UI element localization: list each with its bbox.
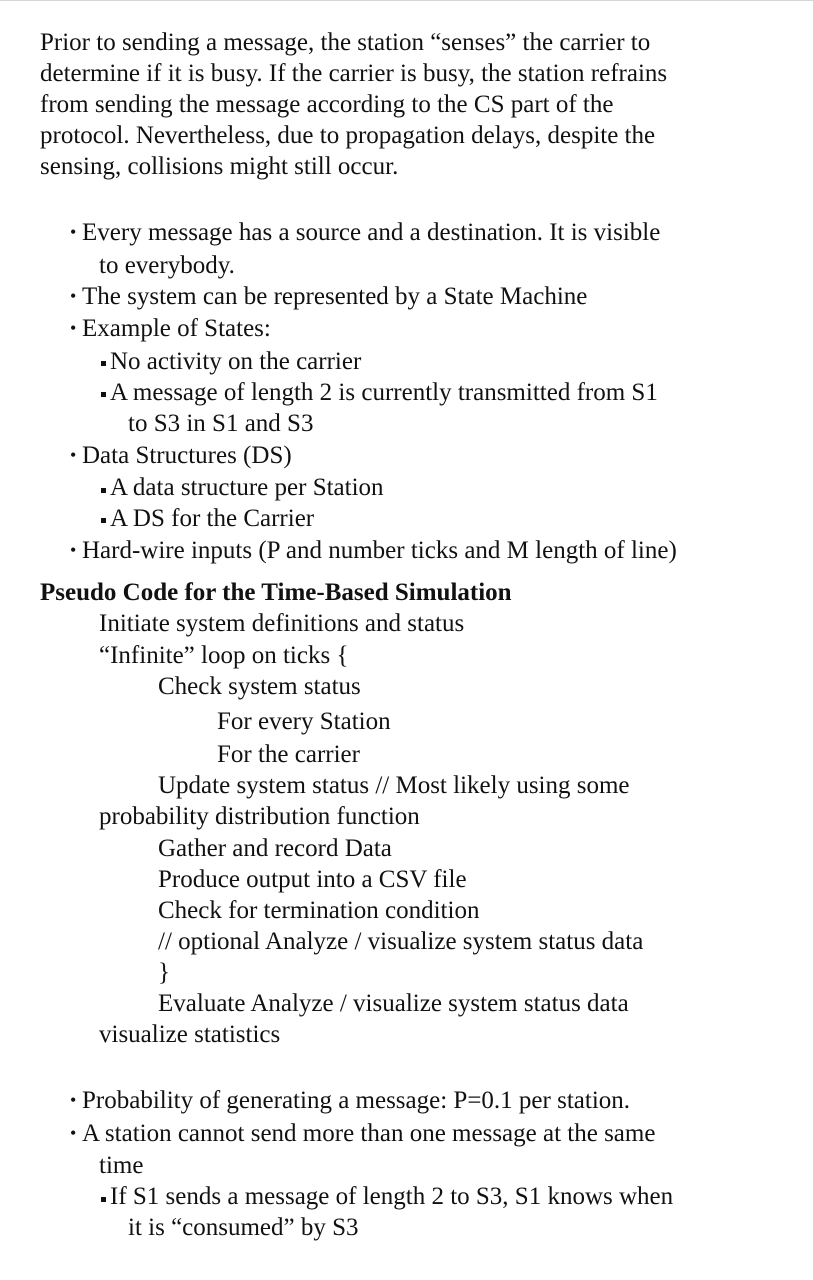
code-line: Check system status [158,673,361,700]
code-line: Update system status // Most likely using some [158,772,630,799]
code-line: visualize statistics [99,1021,281,1048]
bullet-dot: • [70,318,77,338]
list-item-continuation: to everybody. [99,252,235,279]
list-item: A station cannot send more than one message at the same [82,1120,656,1147]
intro-line: from sending the message according to the CS part of the [40,91,614,118]
sub-list-item: A DS for the Carrier [110,505,315,532]
sub-list-item: If S1 sends a message of length 2 to S3, S1 knows when [110,1183,674,1210]
sub-list-item: No activity on the carrier [110,348,362,375]
sub-bullet-square [101,518,106,523]
bullet-dot: • [70,1090,77,1110]
top-divider [0,0,813,1]
section-heading: Pseudo Code for the Time-Based Simulation [40,579,512,606]
list-item: Probability of generating a message: P=0.1 per station. [82,1087,631,1114]
code-line: Evaluate Analyze / visualize system status data [158,990,629,1017]
code-line: Produce output into a CSV file [158,866,467,893]
bullet-dot: • [70,445,77,465]
list-item: Example of States: [82,315,271,342]
sub-bullet-square [101,392,106,397]
code-line: Initiate system definitions and status [99,610,465,637]
code-line: } [158,959,170,986]
bullet-dot: • [70,1123,77,1143]
list-item: Hard-wire inputs (P and number ticks and M length of line) [82,537,677,564]
sub-list-item: A message of length 2 is currently transmitted from S1 [110,379,658,406]
sub-list-item-continuation: to S3 in S1 and S3 [128,410,314,437]
code-line: // optional Analyze / visualize system status data [158,928,644,955]
code-line: probability distribution function [99,803,420,830]
bullet-dot: • [70,222,77,242]
list-item: Data Structures (DS) [82,442,292,469]
bullet-dot: • [70,286,77,306]
sub-bullet-square [101,488,106,493]
intro-line: sensing, collisions might still occur. [40,153,399,180]
bullet-dot: • [70,540,77,560]
sub-bullet-square [101,1197,106,1202]
list-item: Every message has a source and a destination. It is visible [82,219,661,246]
intro-line: determine if it is busy. If the carrier is busy, the station refrains [40,60,668,87]
intro-line: protocol. Nevertheless, due to propagation delays, despite the [40,122,656,149]
code-line: “Infinite” loop on ticks { [99,642,349,669]
code-line: Gather and record Data [158,835,392,862]
code-line: For every Station [217,708,391,735]
list-item: The system can be represented by a State Machine [82,283,588,310]
intro-line: Prior to sending a message, the station “senses” the carrier to [40,29,651,56]
sub-list-item-continuation: it is “consumed” by S3 [128,1214,359,1241]
list-item-continuation: time [99,1152,144,1179]
sub-list-item: A data structure per Station [110,474,384,501]
code-line: Check for termination condition [158,897,480,924]
code-line: For the carrier [217,741,360,768]
sub-bullet-square [101,361,106,366]
